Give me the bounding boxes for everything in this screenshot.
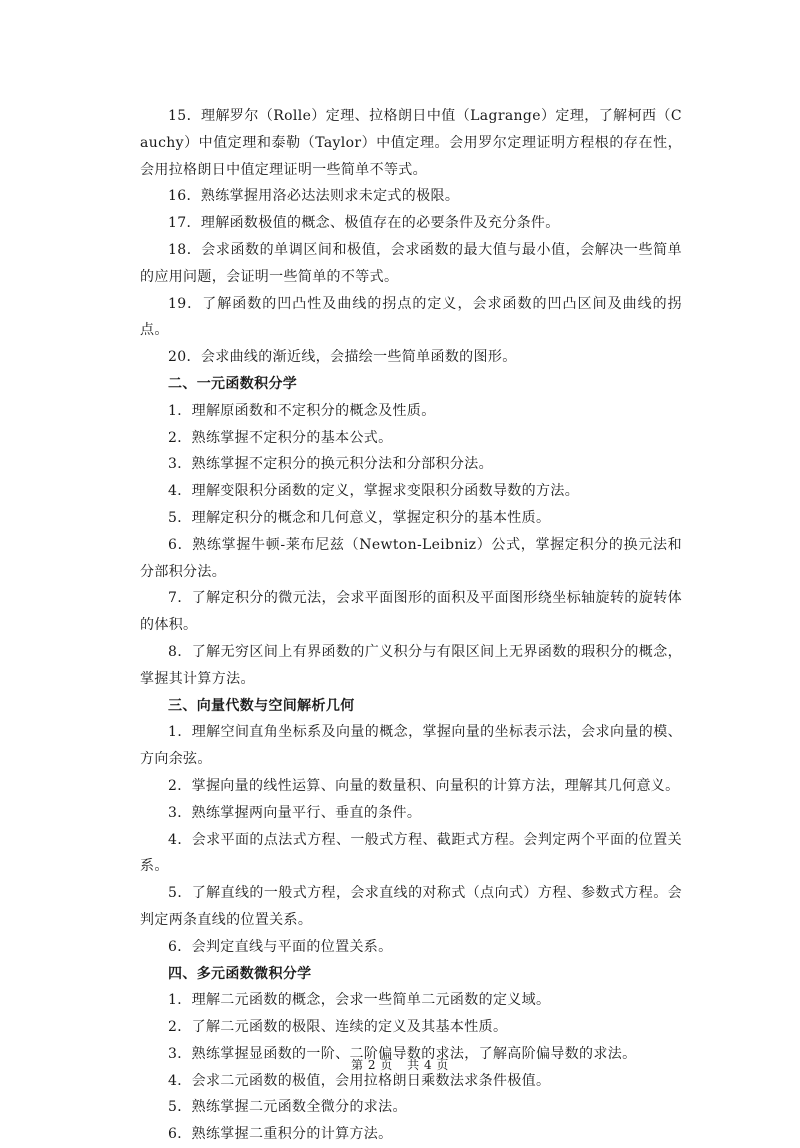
item-double-integral: 6．熟练掌握二重积分的计算方法。 [168,1126,393,1143]
section-heading-multivariable: 四、多元函数微积分学 [168,965,312,982]
page-footer [0,1056,800,1073]
item-vector-operations: 2．掌握向量的线性运算、向量的数量积、向量积的计算方法，理解其几何意义。 [168,777,680,794]
item-line-equations: 5．了解直线的一般式方程，会求直线的对称式（点向式）方程、参数式方程。会判定两条直线的位置关系。 [140,885,682,928]
item-lhopital: 16．熟练掌握用洛必达法则求未定式的极限。 [168,188,460,205]
page-total: 共 4 页 [407,1058,449,1072]
item-differential-element: 7．了解定积分的微元法，会求平面图形的面积及平面图形绕坐标轴旋转的旋转体的体积。 [140,590,682,634]
item-bivariate-function: 1．理解二元函数的概念，会求一些简单二元函数的定义域。 [168,992,551,1009]
item-total-differential: 5．熟练掌握二元函数全微分的求法。 [168,1099,407,1116]
item-partial-derivatives: 3．熟练掌握显函数的一阶、二阶偏导数的求法，了解高阶偏导数的求法。 [168,1045,637,1062]
item-extremum-concept: 17．理解函数极值的概念、极值存在的必要条件及充分条件。 [168,215,560,232]
item-line-plane: 6．会判定直线与平面的位置关系。 [168,938,393,955]
item-indefinite-formulas: 2．熟练掌握不定积分的基本公式。 [168,429,393,446]
item-substitution: 3．熟练掌握不定积分的换元积分法和分部积分法。 [168,456,493,473]
item-concavity: 19．了解函数的凹凸性及曲线的拐点的定义，会求函数的凹凸区间及曲线的拐点。 [140,295,682,339]
section-heading-vector: 三、向量代数与空间解析几何 [168,697,355,714]
item-coordinate-system: 1．理解空间直角坐标系及向量的概念，掌握向量的坐标表示法，会求向量的模、方向余弦。 [140,724,682,768]
syllabus-body [140,103,682,1148]
item-asymptote: 20．会求曲线的渐近线，会描绘一些简单函数的图形。 [168,349,517,366]
item-improper-integral: 8．了解无穷区间上有界函数的广义积分与有限区间上无界函数的瑕积分的概念，掌握其计算方法。 [140,643,682,687]
item-rolle-lagrange: 15．理解罗尔（Rolle）定理、拉格朗日中值（Lagrange）定理，了解柯西（Cauchy）中值定理和泰勒（Taylor）中值定理。会用罗尔定理证明方程根的存在性，会用拉格朗日中值定理证明一些简单不等式。 [140,108,682,178]
item-definite-integral: 5．理解定积分的概念和几何意义，掌握定积分的基本性质。 [168,509,551,526]
item-monotonic-intervals: 18．会求函数的单调区间和极值，会求函数的最大值与最小值，会解决一些简单的应用问题，会证明一些简单的不等式。 [140,241,682,285]
item-antiderivative: 1．理解原函数和不定积分的概念及性质。 [168,402,436,419]
item-variable-limit: 4．理解变限积分函数的定义，掌握求变限积分函数导数的方法。 [168,483,580,500]
item-limit-continuity: 2．了解二元函数的极限、连续的定义及其基本性质。 [168,1019,508,1036]
item-extremum-lagrange: 4．会求二元函数的极值，会用拉格朗日乘数法求条件极值。 [168,1072,551,1089]
item-parallel-perpendicular: 3．熟练掌握两向量平行、垂直的条件。 [168,804,422,821]
section-heading-integral: 二、一元函数积分学 [168,375,298,392]
item-plane-equations: 4．会求平面的点法式方程、一般式方程、截距式方程。会判定两个平面的位置关系。 [140,831,682,875]
page-number: 第 2 页 [351,1058,393,1072]
item-newton-leibniz: 6．熟练掌握牛顿-莱布尼兹（Newton-Leibniz）公式，掌握定积分的换元法和分部积分法。 [140,536,682,580]
